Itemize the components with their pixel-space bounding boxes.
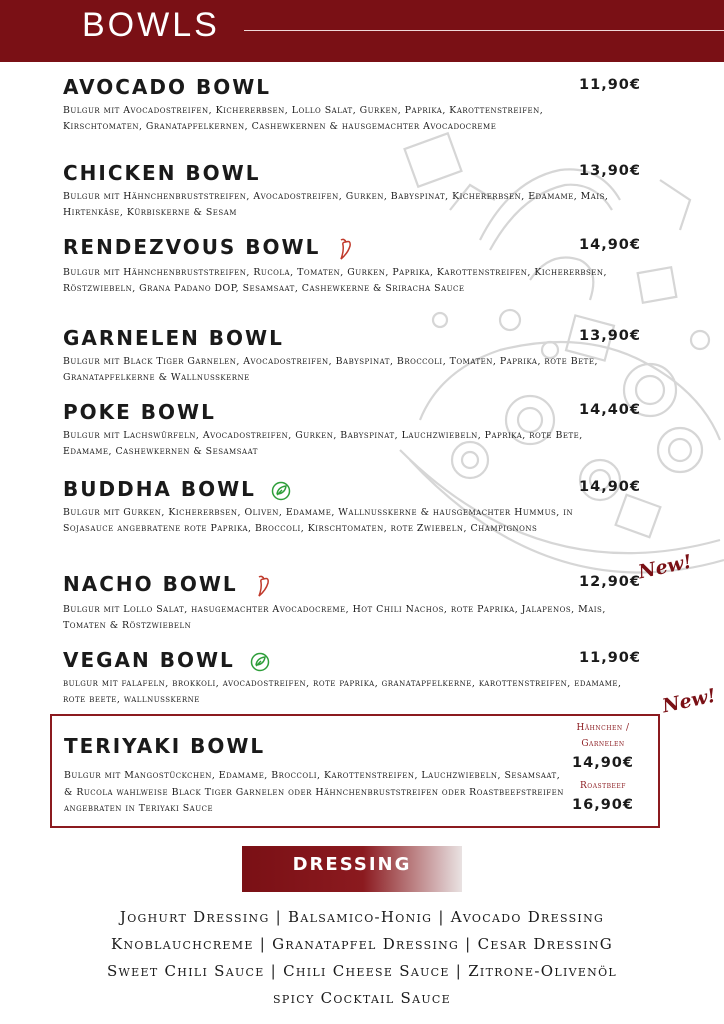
option-label: Hähnchen / bbox=[576, 723, 630, 733]
menu-item-garnelen bbox=[63, 326, 663, 386]
dressing-line: Sweet Chili Sauce | Chili Cheese Sauce | Zitrone-Olivenöl bbox=[106, 962, 618, 980]
item-price: 14,90€ bbox=[579, 479, 641, 495]
menu-item-avocado bbox=[63, 75, 663, 135]
item-name: AVOCADO BOWL bbox=[63, 75, 272, 99]
menu-item-teriyaki bbox=[50, 714, 660, 828]
item-name: NACHO BOWL bbox=[63, 572, 238, 596]
vegan-leaf-icon bbox=[271, 481, 291, 501]
item-description: Bulgur mit Lollo Salat, hasugemachter Avocadocreme, Hot Chili Nachos, rote Paprika, Jalapenos, Mais, Tomaten & Röstzwiebeln bbox=[63, 603, 606, 631]
price-options bbox=[558, 720, 648, 820]
menu-item-chicken bbox=[63, 161, 663, 221]
option-price: 14,90€ bbox=[572, 755, 634, 771]
header-divider bbox=[244, 30, 724, 31]
new-badge: New! bbox=[636, 550, 694, 584]
item-price: 14,40€ bbox=[579, 402, 641, 418]
menu-item-nacho bbox=[63, 572, 663, 634]
menu-item-poke bbox=[63, 400, 663, 460]
option-label: Roastbeef bbox=[580, 781, 626, 791]
item-description: Bulgur mit Mangostückchen, Edamame, Broccoli, Karottenstreifen, Lauchzwiebeln, Sesamsaat, & Rucola wahlweise Black Tiger Garnelen oder Hähnchenbruststreifen oder Roastbeefstreifen angebraten in Teriyaki Sauce bbox=[64, 770, 564, 814]
section-title: DRESSING bbox=[292, 854, 412, 875]
page-title: BOWLS bbox=[82, 6, 220, 44]
item-name: CHICKEN BOWL bbox=[63, 161, 261, 185]
dressing-line: Joghurt Dressing | Balsamico-Honig | Avocado Dressing bbox=[119, 908, 605, 926]
menu-item-buddha bbox=[63, 477, 663, 537]
item-name: POKE BOWL bbox=[63, 400, 216, 424]
vegan-leaf-icon bbox=[250, 652, 270, 672]
item-description: Bulgur mit Avocadostreifen, Kichererbsen, Lollo Salat, Gurken, Paprika, Karottenstreifen, Kirschtomaten, Granatapfelkernen, Cashewkernen & hausgemachter Avocadocreme bbox=[63, 105, 544, 132]
chili-icon bbox=[253, 574, 275, 598]
dressing-list bbox=[40, 904, 684, 1012]
item-price: 13,90€ bbox=[579, 163, 641, 179]
item-price: 14,90€ bbox=[579, 237, 641, 253]
item-price: 13,90€ bbox=[579, 328, 641, 344]
option-price: 16,90€ bbox=[572, 797, 634, 813]
item-description: bulgur mit falafeln, brokkoli, avocadostreifen, rote paprika, granatapfelkerne, karottenstreifen, edamame, rote beete, wallnusskerne bbox=[63, 678, 622, 705]
item-name: BUDDHA BOWL bbox=[63, 477, 256, 501]
menu-item-rendezvous bbox=[63, 235, 663, 297]
menu-item-vegan bbox=[63, 648, 663, 708]
dressing-line: spicy Cocktail Sauce bbox=[273, 989, 451, 1007]
chili-icon bbox=[335, 237, 357, 261]
item-name: GARNELEN BOWL bbox=[63, 326, 284, 350]
item-price: 11,90€ bbox=[579, 650, 641, 666]
item-description: Bulgur mit Black Tiger Garnelen, Avocadostreifen, Babyspinat, Broccoli, Tomaten, Paprika, rote Bete, Granatapfelkerne & Wallnusskerne bbox=[63, 356, 598, 383]
item-name: RENDEZVOUS BOWL bbox=[63, 235, 321, 259]
new-badge: New! bbox=[660, 684, 718, 718]
dressing-banner bbox=[242, 846, 462, 892]
item-name: TERIYAKI BOWL bbox=[64, 734, 266, 758]
item-price: 12,90€ bbox=[579, 574, 641, 590]
item-price: 11,90€ bbox=[579, 77, 641, 93]
item-description: Bulgur mit Hähnchenbruststreifen, Rucola, Tomaten, Gurken, Paprika, Karottenstreifen, Kichererbsen, Röstzwiebeln, Grana Padano DOP, Sesamsaat, Cashewkerne & Sriracha Sauce bbox=[63, 266, 607, 294]
dressing-line: Knoblauchcreme | Granatapfel Dressing | Cesar DressinG bbox=[110, 935, 614, 953]
option-label: Garnelen bbox=[581, 739, 625, 749]
item-name: VEGAN BOWL bbox=[63, 648, 235, 672]
item-description: Bulgur mit Lachswürfeln, Avocadostreifen, Gurken, Babyspinat, Lauchzwiebeln, Paprika, rote Bete, Edamame, Cashewkernen & Sesamsaat bbox=[63, 430, 583, 457]
item-description: Bulgur mit Hähnchenbruststreifen, Avocadostreifen, Gurken, Babyspinat, Kichererbsen, Edamame, Mais, Hirtenkäse, Kürbiskerne & Sesam bbox=[63, 191, 609, 218]
item-description: Bulgur mit Gurken, Kichererbsen, Oliven, Edamame, Wallnusskerne & hausgemachter Hummus, in Sojasauce angebratene rote Paprika, Broccoli, Kirschtomaten, rote Zwiebeln, Champignons bbox=[63, 507, 574, 534]
header-bar bbox=[0, 0, 724, 62]
